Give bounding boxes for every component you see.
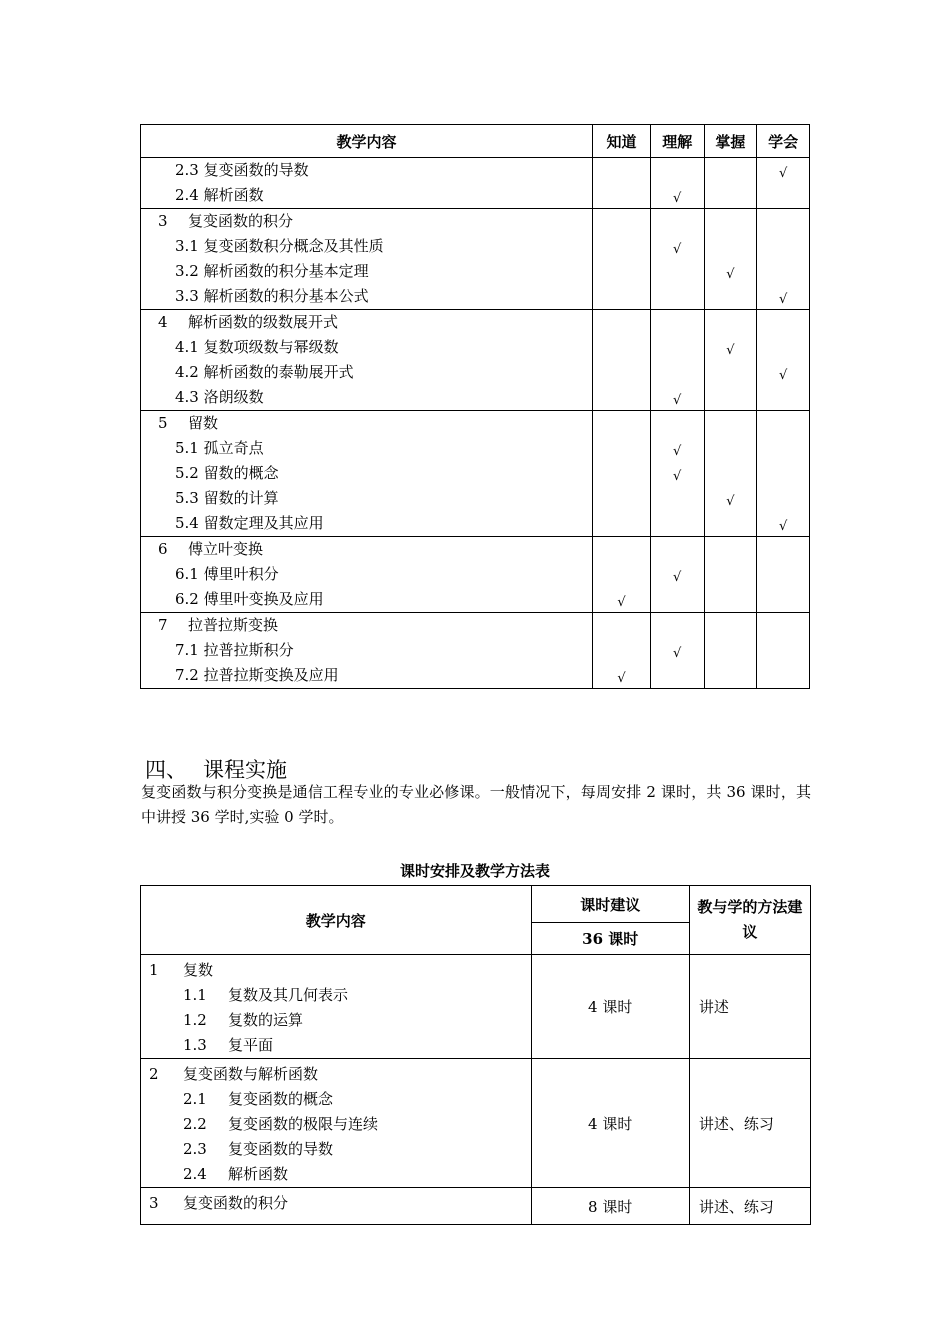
subsection-line (149, 1033, 531, 1058)
check-mark: √ (673, 242, 682, 257)
check-mark: √ (778, 519, 788, 534)
mark-cell (593, 537, 651, 613)
mark-cell (650, 310, 704, 411)
empty-mark (593, 511, 650, 536)
empty-mark (651, 209, 704, 234)
content-line: 5.4 留数定理及其应用 (175, 514, 324, 532)
header-learn: 学会 (757, 125, 810, 158)
section-num: 4 (158, 313, 168, 331)
chapter-num: 1 (149, 961, 159, 979)
empty-mark (757, 234, 809, 259)
check-mark: √ (617, 595, 626, 610)
header-master: 掌握 (704, 125, 757, 158)
content-cell (141, 955, 532, 1059)
section-num: 7 (158, 616, 168, 634)
chapter-line (149, 1191, 531, 1216)
header-hours-total: 36 课时 (531, 923, 689, 955)
mark-cell (704, 537, 757, 613)
empty-mark (757, 259, 809, 284)
empty-mark (651, 158, 704, 183)
content-line: 7.2 拉普拉斯变换及应用 (175, 666, 339, 684)
table-row (141, 310, 810, 411)
empty-mark (593, 486, 650, 511)
check-mark: √ (673, 469, 682, 484)
empty-mark (705, 537, 757, 562)
content-line (141, 537, 592, 562)
header-content: 教学内容 (141, 125, 593, 158)
mark-cell (757, 310, 810, 411)
content-line: 4.1 复数项级数与幂级数 (175, 338, 339, 356)
subsection-num: 2.2 (183, 1115, 207, 1133)
chapter-line (149, 958, 531, 983)
check-mark: √ (617, 671, 626, 686)
empty-mark (757, 486, 809, 511)
mark-cell (704, 613, 757, 689)
empty-mark (593, 360, 650, 385)
schedule-table (140, 885, 811, 1225)
content-cell (141, 1059, 532, 1188)
empty-mark (651, 360, 704, 385)
header-know: 知道 (593, 125, 651, 158)
mark-cell (650, 209, 704, 310)
empty-mark (705, 562, 757, 587)
empty-mark (705, 587, 757, 612)
chapter-line (149, 1062, 531, 1087)
section-title: 傅立叶变换 (188, 540, 264, 558)
empty-mark (651, 587, 704, 612)
hours-cell: 4 课时 (531, 1059, 689, 1188)
empty-mark (651, 310, 704, 335)
section-title: 复变函数的积分 (188, 212, 294, 230)
content-line: 7.1 拉普拉斯积分 (175, 641, 294, 659)
subsection-num: 2.3 (183, 1140, 207, 1158)
empty-mark (593, 436, 650, 461)
table-row (141, 158, 810, 209)
content-line (141, 209, 592, 234)
content-line: 4.3 洛朗级数 (175, 388, 264, 406)
subsection-title: 复数及其几何表示 (228, 986, 349, 1004)
mark-cell (650, 158, 704, 209)
subsection-num: 1.2 (183, 1011, 207, 1029)
empty-mark (593, 613, 650, 638)
chapter-title: 复变函数与解析函数 (183, 1065, 319, 1083)
method-cell: 讲述 (689, 955, 810, 1059)
subsection-line (149, 1087, 531, 1112)
section-num: 5 (158, 414, 168, 432)
content-line: 5.2 留数的概念 (175, 464, 279, 482)
empty-mark (757, 209, 809, 234)
subsection-line (149, 1008, 531, 1033)
section-title: 留数 (188, 414, 219, 432)
subsection-title: 复变函数的导数 (228, 1140, 334, 1158)
mark-cell (704, 411, 757, 537)
empty-mark (705, 360, 757, 385)
empty-mark (705, 638, 757, 663)
empty-mark (651, 511, 704, 536)
empty-mark (593, 158, 650, 183)
empty-mark (757, 613, 809, 638)
section-title: 解析函数的级数展开式 (188, 313, 339, 331)
mark-cell (593, 310, 651, 411)
empty-mark (593, 259, 650, 284)
empty-mark (593, 638, 650, 663)
subsection-title: 复数的运算 (228, 1011, 304, 1029)
content-cell (141, 310, 593, 411)
empty-mark (705, 511, 757, 536)
table-row (141, 411, 810, 537)
table-row (141, 1059, 811, 1188)
table-caption: 课时安排及教学方法表 (399, 862, 550, 880)
content-cell (141, 613, 593, 689)
empty-mark (705, 411, 757, 436)
mark-cell (650, 411, 704, 537)
empty-mark (651, 259, 704, 284)
check-mark: √ (778, 166, 788, 181)
content-line: 3.3 解析函数的积分基本公式 (175, 287, 369, 305)
section-num: 6 (158, 540, 168, 558)
content-cell (141, 411, 593, 537)
content-line: 6.2 傅里叶变换及应用 (175, 590, 324, 608)
table-header-row (141, 125, 810, 158)
check-mark: √ (673, 570, 682, 585)
empty-mark (757, 562, 809, 587)
empty-mark (593, 183, 650, 208)
mark-cell (704, 310, 757, 411)
method-cell: 讲述、练习 (689, 1059, 810, 1188)
content-line: 2.3 复变函数的导数 (175, 161, 309, 179)
empty-mark (705, 385, 757, 410)
check-mark: √ (673, 646, 682, 661)
subsection-line (149, 1112, 531, 1137)
check-mark: √ (673, 191, 682, 206)
mark-cell (704, 209, 757, 310)
empty-mark (757, 436, 809, 461)
table-row (141, 1188, 811, 1225)
content-cell (141, 209, 593, 310)
empty-mark (757, 537, 809, 562)
content-line (141, 310, 592, 335)
empty-mark (593, 335, 650, 360)
table-row (141, 537, 810, 613)
empty-mark (593, 310, 650, 335)
empty-mark (651, 486, 704, 511)
check-mark: √ (673, 393, 682, 408)
empty-mark (705, 158, 757, 183)
empty-mark (757, 461, 809, 486)
header-method: 教与学的方法建议 (689, 886, 810, 955)
empty-mark (757, 183, 809, 208)
table-row (141, 209, 810, 310)
check-mark: √ (726, 494, 735, 509)
mark-cell (757, 537, 810, 613)
empty-mark (705, 209, 757, 234)
mark-cell (757, 411, 810, 537)
check-mark: √ (778, 292, 788, 307)
header-hours: 课时建议 (531, 886, 689, 923)
empty-mark (705, 310, 757, 335)
empty-mark (705, 663, 757, 688)
section-title: 课程实施 (203, 758, 287, 782)
check-mark: √ (726, 267, 735, 282)
empty-mark (593, 234, 650, 259)
subsection-title: 复变函数的极限与连续 (228, 1115, 379, 1133)
subsection-title: 复平面 (228, 1036, 274, 1054)
empty-mark (757, 663, 809, 688)
content-line: 3.2 解析函数的积分基本定理 (175, 262, 369, 280)
empty-mark (593, 461, 650, 486)
section-title: 拉普拉斯变换 (188, 616, 279, 634)
mark-cell (757, 209, 810, 310)
empty-mark (757, 638, 809, 663)
subsection-num: 2.1 (183, 1090, 207, 1108)
empty-mark (705, 461, 757, 486)
subsection-line (149, 1137, 531, 1162)
check-mark: √ (673, 444, 682, 459)
content-cell (141, 537, 593, 613)
chapter-title: 复变函数的积分 (183, 1194, 289, 1212)
content-line: 6.1 傅里叶积分 (175, 565, 279, 583)
section-number: 四、 (145, 758, 187, 782)
subsection-num: 2.4 (183, 1165, 207, 1183)
empty-mark (757, 335, 809, 360)
empty-mark (757, 310, 809, 335)
subsection-num: 1.3 (183, 1036, 207, 1054)
subsection-line (149, 1162, 531, 1187)
hours-cell: 8 课时 (531, 1188, 689, 1225)
content-line: 3.1 复变函数积分概念及其性质 (175, 237, 384, 255)
mark-cell (593, 209, 651, 310)
mark-cell (757, 158, 810, 209)
mark-cell (593, 158, 651, 209)
mark-cell (650, 537, 704, 613)
check-mark: √ (778, 368, 788, 383)
subsection-title: 解析函数 (228, 1165, 289, 1183)
empty-mark (757, 411, 809, 436)
content-line (141, 411, 592, 436)
knowledge-level-table (140, 124, 810, 689)
content-cell (141, 1188, 532, 1225)
empty-mark (705, 234, 757, 259)
subsection-num: 1.1 (183, 986, 207, 1004)
empty-mark (705, 183, 757, 208)
content-line: 5.1 孤立奇点 (175, 439, 264, 457)
mark-cell (650, 613, 704, 689)
empty-mark (651, 613, 704, 638)
empty-mark (593, 537, 650, 562)
empty-mark (593, 284, 650, 309)
empty-mark (651, 411, 704, 436)
chapter-num: 2 (149, 1065, 159, 1083)
section-num: 3 (158, 212, 168, 230)
empty-mark (593, 385, 650, 410)
table-header-row (141, 886, 811, 923)
empty-mark (593, 562, 650, 587)
content-cell (141, 158, 593, 209)
hours-cell: 4 课时 (531, 955, 689, 1059)
subsection-title: 复变函数的概念 (228, 1090, 334, 1108)
empty-mark (593, 411, 650, 436)
method-cell: 讲述、练习 (689, 1188, 810, 1225)
empty-mark (651, 537, 704, 562)
mark-cell (593, 613, 651, 689)
empty-mark (593, 209, 650, 234)
empty-mark (705, 284, 757, 309)
empty-mark (705, 613, 757, 638)
content-line: 2.4 解析函数 (175, 186, 264, 204)
empty-mark (651, 663, 704, 688)
empty-mark (651, 284, 704, 309)
chapter-title: 复数 (183, 961, 214, 979)
mark-cell (704, 158, 757, 209)
table-row (141, 613, 810, 689)
chapter-num: 3 (149, 1194, 159, 1212)
section-paragraph: 复变函数与积分变换是通信工程专业的专业必修课。一般情况下，每周安排 2 课时，共 36 课时，其中讲授 36 学时,实验 0 学时。 (141, 783, 811, 826)
empty-mark (757, 587, 809, 612)
check-mark: √ (726, 343, 735, 358)
header-content: 教学内容 (141, 886, 532, 955)
mark-cell (757, 613, 810, 689)
content-line: 5.3 留数的计算 (175, 489, 279, 507)
empty-mark (705, 436, 757, 461)
subsection-line (149, 983, 531, 1008)
table-row (141, 955, 811, 1059)
content-line (141, 613, 592, 638)
content-line: 4.2 解析函数的泰勒展开式 (175, 363, 354, 381)
empty-mark (757, 385, 809, 410)
header-understand: 理解 (650, 125, 704, 158)
empty-mark (651, 335, 704, 360)
mark-cell (593, 411, 651, 537)
